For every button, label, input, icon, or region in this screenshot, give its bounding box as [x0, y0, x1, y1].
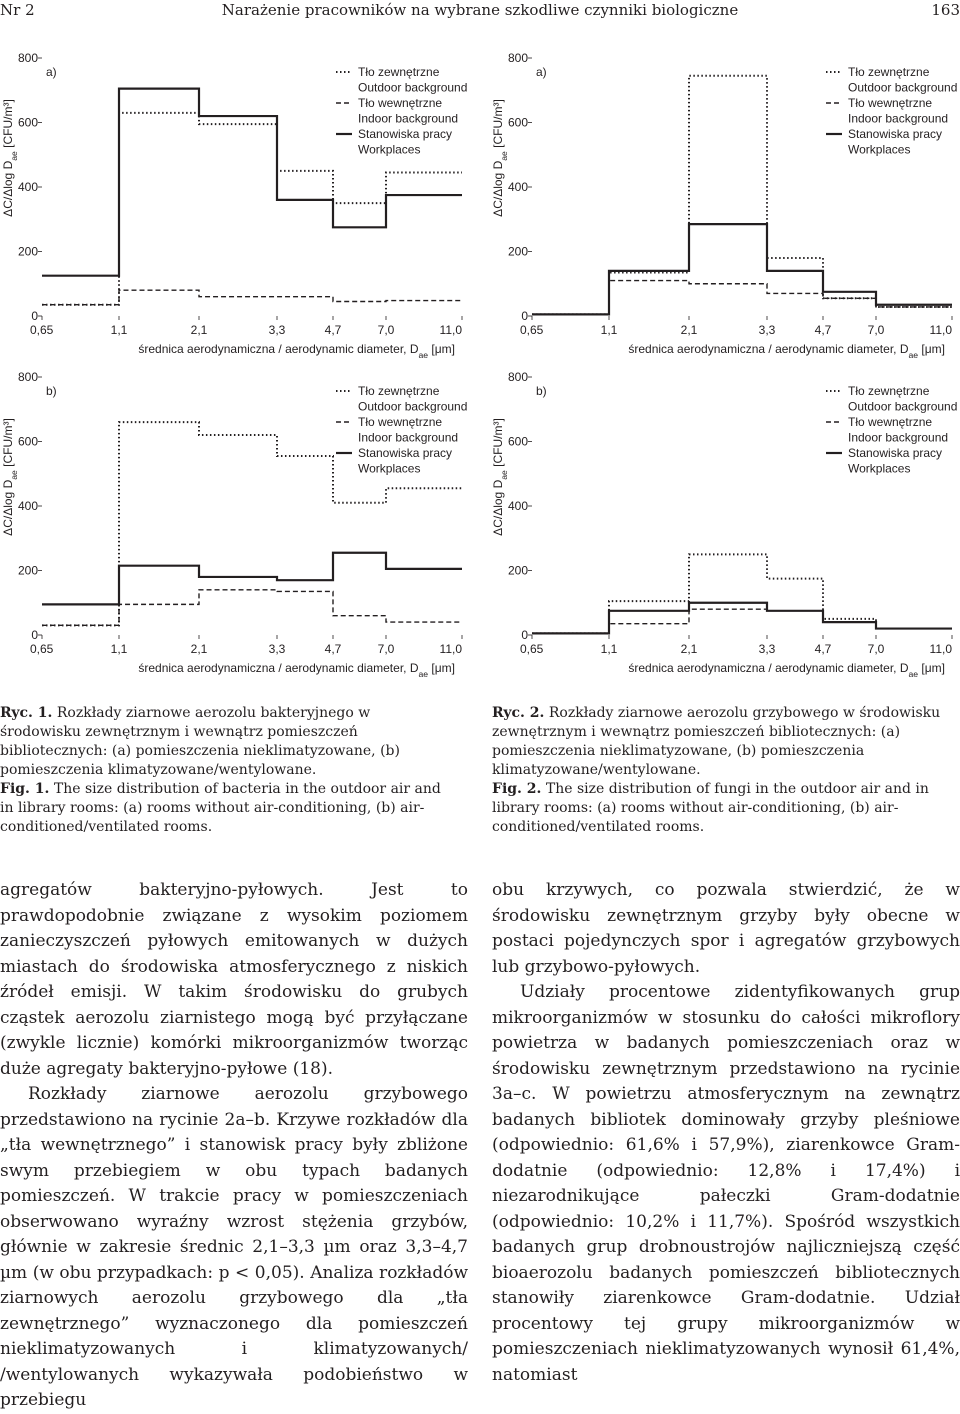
chart-ryc1-b	[0, 365, 470, 680]
legend-entry: Workplaces	[848, 461, 911, 476]
x-tick-label: 11,0	[929, 642, 952, 656]
x-tick-label: 11,0	[439, 642, 462, 656]
legend-entry: Workplaces	[358, 142, 421, 157]
caption-label: Fig. 2.	[492, 781, 542, 797]
x-tick-label: 1,1	[110, 642, 128, 656]
x-tick-label: 4,7	[324, 323, 342, 337]
legend-entry: Tło zewnętrzne	[358, 384, 440, 398]
y-axis-label: ΔC/Δlog $D_{ae}$ [CFU/m³]	[491, 418, 509, 536]
y-tick-label: 600	[507, 115, 528, 130]
x-tick-label: 2,1	[680, 642, 698, 656]
legend-entry: Indoor background	[848, 430, 949, 445]
y-tick-label: 200	[507, 244, 528, 259]
series-line	[532, 609, 952, 633]
caption-figure-2	[492, 704, 944, 837]
caption-text: The size distribution of bacteria in the outdoor air and in library rooms: (a) rooms without air-conditioning, (b) air-conditioned/ventilated rooms.	[0, 781, 441, 835]
x-tick-label: 3,3	[758, 323, 776, 337]
page-number: 163	[931, 1, 960, 19]
legend-entry: Outdoor background	[358, 399, 468, 414]
running-title: Narażenie pracowników na wybrane szkodliwe czynniki biologiczne	[221, 1, 739, 19]
y-tick-label: 200	[17, 244, 38, 259]
panel-label: b)	[46, 384, 57, 398]
x-tick-label: 0,65	[520, 323, 544, 337]
y-tick-label: 400	[507, 499, 528, 513]
y-tick-label: 400	[507, 180, 528, 194]
panel-label: b)	[536, 384, 547, 398]
chart-svg	[490, 365, 960, 680]
y-axis-label: ΔC/Δlog $D_{ae}$ [CFU/m³]	[1, 418, 19, 536]
legend-entry: Tło wewnętrzne	[848, 415, 933, 429]
x-tick-label: 7,0	[867, 642, 885, 656]
y-tick-label: 400	[17, 180, 38, 194]
caption-text: Rozkłady ziarnowe aerozolu bakteryjnego w środowisku zewnętrznym i wewnątrz pomieszczeń bibliotecznych: (a) pomieszczenia nieklimatyzowane, (b) pomieszczenia klimatyzowane/wentylowane.	[0, 705, 400, 778]
caption-figure-1	[0, 704, 452, 837]
legend-entry: Workplaces	[358, 461, 421, 476]
y-tick-label: 0	[521, 628, 528, 642]
x-axis-label: średnica aerodynamiczna / aerodynamic diameter, $D_{ae}$ [μm]	[628, 342, 945, 360]
x-tick-label: 4,7	[814, 642, 832, 656]
x-tick-label: 2,1	[190, 642, 208, 656]
x-tick-label: 1,1	[600, 642, 618, 656]
x-axis-label: średnica aerodynamiczna / aerodynamic diameter, $D_{ae}$ [μm]	[138, 661, 455, 679]
legend-entry: Outdoor background	[848, 399, 958, 414]
panel-label: a)	[536, 65, 547, 79]
legend-entry: Indoor background	[358, 430, 459, 445]
y-tick-label: 600	[17, 115, 38, 130]
y-axis-label: ΔC/Δlog $D_{ae}$ [CFU/m³]	[1, 99, 19, 217]
x-tick-label: 1,1	[600, 323, 618, 337]
x-tick-label: 0,65	[30, 642, 54, 656]
y-tick-label: 800	[17, 51, 38, 65]
y-axis-label: ΔC/Δlog $D_{ae}$ [CFU/m³]	[491, 99, 509, 217]
page-header	[0, 0, 960, 24]
x-tick-label: 7,0	[377, 642, 395, 656]
panel-label: a)	[46, 65, 57, 79]
x-tick-label: 0,65	[520, 642, 544, 656]
x-tick-label: 7,0	[867, 323, 885, 337]
y-tick-label: 600	[17, 434, 38, 449]
series-line	[42, 553, 462, 605]
series-line	[532, 281, 952, 315]
x-tick-label: 2,1	[680, 323, 698, 337]
legend-entry: Indoor background	[358, 111, 459, 126]
x-tick-label: 3,3	[758, 642, 776, 656]
x-tick-label: 2,1	[190, 323, 208, 337]
x-tick-label: 3,3	[268, 323, 286, 337]
legend-entry: Tło wewnętrzne	[358, 96, 443, 110]
y-tick-label: 0	[31, 309, 38, 323]
chart-svg	[0, 46, 470, 361]
legend-entry: Indoor background	[848, 111, 949, 126]
y-tick-label: 400	[17, 499, 38, 513]
x-tick-label: 4,7	[324, 642, 342, 656]
legend-entry: Outdoor background	[358, 80, 468, 95]
chart-ryc2-a	[490, 46, 960, 361]
series-line	[42, 290, 462, 305]
caption-label: Ryc. 1.	[0, 705, 53, 721]
body-column-left	[0, 878, 468, 1414]
paragraph: obu krzywych, co pozwala stwierdzić, że w środowisku zewnętrznym grzyby były obecne w postaci pojedynczych spor i agregatów grzybowych lub grzybowo-pyłowych.	[492, 880, 960, 977]
caption-text: The size distribution of fungi in the outdoor air and in library rooms: (a) rooms without air-conditioning, (b) air-conditioned/ventilated rooms.	[492, 781, 929, 835]
legend-entry: Tło wewnętrzne	[848, 96, 933, 110]
legend-entry: Tło zewnętrzne	[358, 65, 440, 79]
x-tick-label: 11,0	[439, 323, 462, 337]
y-tick-label: 800	[17, 370, 38, 384]
x-axis-label: średnica aerodynamiczna / aerodynamic diameter, $D_{ae}$ [μm]	[628, 661, 945, 679]
series-line	[532, 554, 952, 633]
chart-ryc2-b	[490, 365, 960, 680]
y-tick-label: 0	[31, 628, 38, 642]
y-tick-label: 200	[17, 563, 38, 578]
x-tick-label: 3,3	[268, 642, 286, 656]
legend-entry: Stanowiska pracy	[358, 446, 453, 460]
legend-entry: Stanowiska pracy	[848, 127, 943, 141]
paragraph: Udziały procentowe zidentyfikowanych grup mikroorganizmów w stosunku do całości mikroflory powietrza w badanych pomieszczeniach oraz w środowisku zewnętrznym przedstawiono na rycinie 3a–c. W powietrzu atmosferycznym na zewnątrz badanych bibliotek dominowały grzyby pleśniowe (odpowiednio: 61,6% i 57,9%), ziarenkowce Gram-dodatnie (odpowiednio: 12,8% i 17,4%) i niezarodnikujące pałeczki Gram-dodatnie (odpowiednio: 10,2% i 11,7%). Spośród wszystkich badanych grup drobnoustrojów najliczniejszą część bioaerozolu badanych pomieszczeń bibliotecznych stanowiły ziarenkowce Gram-dodatnie. Udział procentowy tej grupy mikroorganizmów w pomieszczeniach nieklimatyzowanych wynosił 61,4%, natomiast	[492, 982, 960, 1385]
chart-svg	[0, 365, 470, 680]
legend-entry: Workplaces	[848, 142, 911, 157]
caption-text: Rozkłady ziarnowe aerozolu grzybowego w środowisku zewnętrznym i wewnątrz pomieszczeń bibliotecznych: (a) pomieszczenia nieklimatyzowane, (b) pomieszczenia klimatyzowane/wentylowane.	[492, 705, 941, 778]
y-tick-label: 800	[507, 51, 528, 65]
x-axis-label: średnica aerodynamiczna / aerodynamic diameter, $D_{ae}$ [μm]	[138, 342, 455, 360]
x-tick-label: 11,0	[929, 323, 952, 337]
y-tick-label: 600	[507, 434, 528, 449]
x-tick-label: 0,65	[30, 323, 54, 337]
x-tick-label: 4,7	[814, 323, 832, 337]
legend-entry: Tło zewnętrzne	[848, 65, 930, 79]
paragraph: Rozkłady ziarnowe aerozolu grzybowego przedstawiono na rycinie 2a–b. Krzywe rozkładów dla „tła wewnętrznego” i stanowisk pracy były zbliżone swym przebiegiem w obu typach badanych pomieszczeń. W trakcie pracy w pomieszczeniach obserwowano wyraźny wzrost stężenia grzybów, głównie w zakresie średnic 2,1–3,3 µm oraz 3,3–4,7 µm (w obu przypadkach: p < 0,05). Analiza rozkładów ziarnowych aerozolu grzybowego dla „tła zewnętrznego” wyznaczonego dla pomieszczeń nieklimatyzowanych i klimatyzowanych/ /wentylowanych wykazywała podobieństwo w przebiegu	[0, 1084, 468, 1410]
series-line	[532, 603, 952, 634]
legend-entry: Stanowiska pracy	[358, 127, 453, 141]
x-tick-label: 1,1	[110, 323, 128, 337]
chart-ryc1-a	[0, 46, 470, 361]
y-tick-label: 200	[507, 563, 528, 578]
legend-entry: Stanowiska pracy	[848, 446, 943, 460]
x-tick-label: 7,0	[377, 323, 395, 337]
series-line	[532, 224, 952, 314]
legend-entry: Tło zewnętrzne	[848, 384, 930, 398]
body-column-right	[492, 878, 960, 1388]
caption-label: Fig. 1.	[0, 781, 50, 797]
issue-number: Nr 2	[0, 1, 35, 19]
paragraph: agregatów bakteryjno-pyłowych. Jest to prawdopodobnie związane z wysokim poziomem zanieczyszczeń pyłowych emitowanych w dużych miastach do środowiska atmosferycznego z niskich źródeł emisji. W takim środowisku do grubych cząstek aerozolu ziarnistego mogą być przyłączane (zwykle licznie) komórki mikroorganizmów tworząc duże agregaty bakteryjno-pyłowe (18).	[0, 880, 468, 1079]
series-line	[42, 590, 462, 625]
legend-entry: Tło wewnętrzne	[358, 415, 443, 429]
caption-label: Ryc. 2.	[492, 705, 545, 721]
legend-entry: Outdoor background	[848, 80, 958, 95]
chart-svg	[490, 46, 960, 361]
y-tick-label: 0	[521, 309, 528, 323]
y-tick-label: 800	[507, 370, 528, 384]
